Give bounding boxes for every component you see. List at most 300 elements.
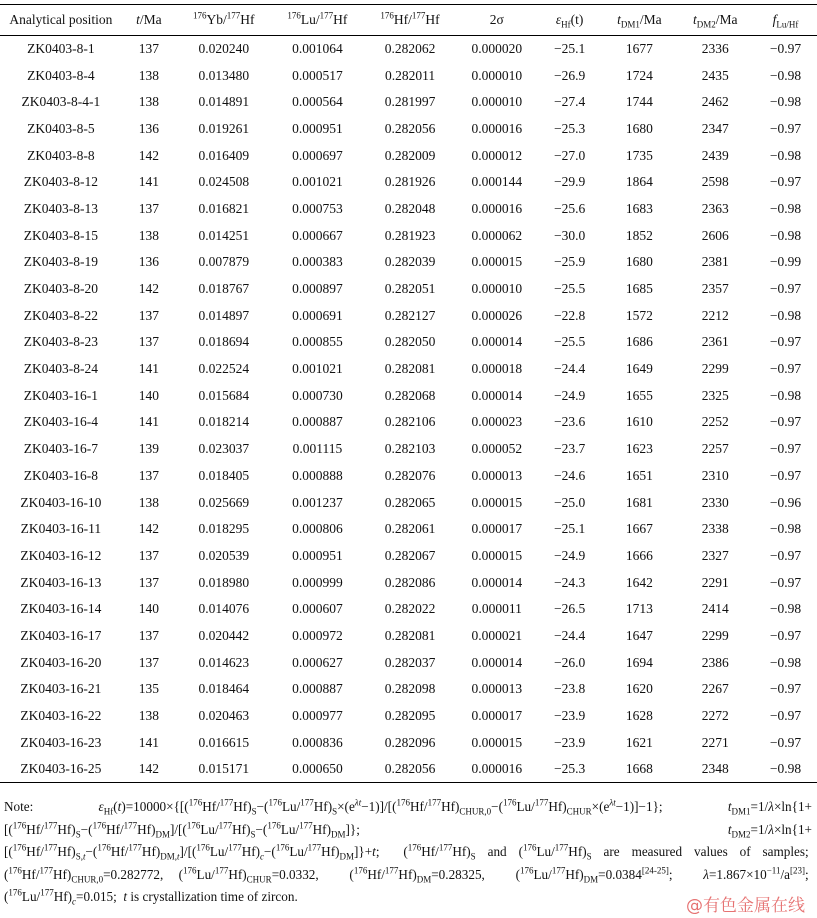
cell-tdm2: 2414 [701, 601, 729, 617]
col-hf-hf: $^{176}$Hf/$^{177}$Hf [363, 5, 456, 36]
cell-tdm2: 2598 [701, 174, 729, 190]
cell-hf: 0.282103 [384, 441, 436, 457]
cell-hf: 0.282039 [384, 254, 436, 270]
table-row [0, 409, 817, 436]
table-row [0, 36, 817, 63]
cell-lu: 0.000897 [292, 281, 343, 297]
table-row [0, 142, 817, 169]
cell-t: 137 [138, 467, 160, 483]
col-2sigma: 2σ [457, 5, 537, 36]
cell-t: 138 [138, 94, 160, 110]
cell-lu: 0.000836 [292, 734, 343, 750]
cell-t: 141 [138, 414, 160, 430]
cell-hf: 0.282081 [384, 627, 436, 643]
cell-f: −0.98 [769, 601, 802, 617]
cell-tdm1: 1642 [625, 574, 653, 590]
col-position: Analytical position [0, 5, 122, 36]
cell-s: 0.000016 [457, 756, 537, 783]
cell-eps: −25.1 [553, 41, 586, 57]
cell-tdm2: 2310 [701, 467, 729, 483]
cell-pos: ZK0403-8-24 [23, 361, 99, 377]
cell-tdm1: 1744 [625, 94, 653, 110]
cell-t: 137 [138, 200, 160, 216]
cell-tdm2: 2361 [701, 334, 729, 350]
cell-hf: 0.282022 [384, 601, 436, 617]
cell-f: −0.98 [769, 387, 802, 403]
cell-s: 0.000017 [471, 521, 523, 537]
cell-lu: 0.000753 [292, 200, 343, 216]
cell-tdm1: 1694 [625, 654, 653, 670]
cell-f: −0.97 [769, 41, 802, 57]
cell-f: −0.97 [769, 467, 802, 483]
cell-pos: ZK0403-16-4 [23, 414, 99, 430]
table-header-row [0, 5, 817, 36]
cell-eps: −23.9 [553, 734, 586, 750]
cell-eps: −25.1 [553, 521, 586, 537]
cell-pos: ZK0403-8-12 [23, 174, 99, 190]
cell-lu: 0.000697 [292, 147, 343, 163]
cell-eps: −24.9 [553, 387, 586, 403]
cell-hf: 0.282050 [384, 334, 436, 350]
table-row [0, 516, 817, 543]
cell-t: 135 [138, 681, 160, 697]
cell-f: −0.96 [769, 494, 802, 510]
cell-pos: ZK0403-16-11 [20, 521, 102, 537]
cell-eps: −25.0 [553, 494, 586, 510]
cell-tdm2: 2363 [701, 200, 729, 216]
table-row [0, 436, 817, 463]
cell-eps: −27.4 [553, 94, 586, 110]
cell-t: 138 [138, 67, 160, 83]
cell-tdm1: 1628 [625, 708, 653, 724]
cell-pos: ZK0403-16-23 [20, 734, 102, 750]
cell-lu: 0.000691 [292, 307, 343, 323]
cell-f: −0.98 [769, 521, 802, 537]
cell-tdm1: 1610 [625, 414, 653, 430]
cell-t: 138 [138, 708, 160, 724]
cell-f: −0.98 [769, 67, 802, 83]
cell-s: 0.000015 [471, 547, 523, 563]
cell-hf: 0.282061 [384, 521, 436, 537]
table-row [0, 729, 817, 756]
cell-eps: −26.5 [553, 601, 586, 617]
cell-hf: 0.282051 [384, 281, 436, 297]
cell-tdm1: 1686 [625, 334, 653, 350]
cell-hf: 0.282098 [384, 681, 436, 697]
cell-tdm1: 1683 [625, 200, 653, 216]
cell-tdm2: 2357 [701, 281, 729, 297]
cell-lu: 0.000999 [292, 574, 343, 590]
cell-lu: 0.000627 [292, 654, 343, 670]
cell-eps: −22.8 [553, 307, 586, 323]
cell-pos: ZK0403-16-10 [20, 494, 102, 510]
cell-yb: 0.019261 [198, 120, 250, 136]
cell-pos: ZK0403-8-4-1 [21, 94, 101, 110]
cell-yb: 0.016615 [198, 734, 250, 750]
cell-s: 0.000017 [471, 708, 523, 724]
cell-f: −0.97 [769, 547, 802, 563]
cell-t: 137 [138, 574, 160, 590]
cell-yb: 0.022524 [198, 361, 250, 377]
cell-s: 0.000016 [471, 200, 523, 216]
cell-yb: 0.014623 [198, 654, 250, 670]
cell-s: 0.000144 [471, 174, 523, 190]
cell-eps: −24.4 [553, 361, 586, 377]
hf-isotope-table [0, 4, 817, 783]
cell-tdm2: 2257 [701, 441, 729, 457]
cell-f: −0.97 [769, 334, 802, 350]
cell-tdm1: 1668 [602, 756, 676, 783]
cell-s: 0.000010 [471, 67, 523, 83]
cell-pos: ZK0403-16-13 [20, 574, 102, 590]
cell-yb: 0.018295 [198, 521, 250, 537]
cell-tdm2: 2348 [676, 756, 754, 783]
cell-t: 136 [138, 120, 160, 136]
col-age: t/Ma [122, 5, 176, 36]
cell-tdm1: 1666 [625, 547, 653, 563]
cell-pos: ZK0403-16-22 [20, 708, 102, 724]
cell-hf: 0.282067 [384, 547, 436, 563]
cell-tdm1: 1724 [625, 67, 653, 83]
cell-pos: ZK0403-8-19 [23, 254, 99, 270]
table-row [0, 756, 817, 783]
cell-eps: −25.9 [553, 254, 586, 270]
cell-yb: 0.016409 [198, 147, 250, 163]
cell-hf: 0.282068 [384, 387, 436, 403]
cell-lu: 0.001237 [292, 494, 343, 510]
cell-eps: −30.0 [553, 227, 586, 243]
cell-s: 0.000010 [471, 94, 523, 110]
cell-lu: 0.000730 [292, 387, 343, 403]
cell-lu: 0.001064 [292, 41, 343, 57]
cell-s: 0.000013 [471, 467, 523, 483]
cell-lu: 0.001115 [292, 441, 343, 457]
cell-lu: 0.000977 [292, 708, 343, 724]
cell-yb: 0.014076 [198, 601, 250, 617]
cell-pos: ZK0403-8-5 [27, 120, 95, 136]
cell-t: 138 [138, 227, 160, 243]
cell-eps: −25.5 [553, 281, 586, 297]
cell-pos: ZK0403-16-7 [23, 441, 99, 457]
cell-pos: ZK0403-16-21 [20, 681, 102, 697]
cell-lu: 0.000607 [292, 601, 343, 617]
table-row [0, 302, 817, 329]
cell-tdm1: 1681 [625, 494, 653, 510]
cell-s: 0.000020 [471, 41, 523, 57]
cell-yb: 0.018767 [198, 281, 250, 297]
table-row [0, 596, 817, 623]
cell-tdm2: 2271 [701, 734, 729, 750]
cell-yb: 0.014891 [198, 94, 250, 110]
cell-hf: 0.282056 [384, 120, 436, 136]
cell-hf: 0.282096 [384, 734, 436, 750]
col-tdm1: $t_{DM1}/Ma$ [602, 5, 676, 36]
cell-pos: ZK0403-8-13 [23, 200, 99, 216]
cell-t: 142 [138, 147, 160, 163]
cell-f: −0.98 [769, 307, 802, 323]
cell-yb: 0.015684 [198, 387, 250, 403]
cell-hf: 0.282106 [384, 414, 436, 430]
table-row [0, 569, 817, 596]
col-f-lu-hf: $f_{Lu/Hf}$ [754, 5, 817, 36]
cell-yb: 0.014251 [198, 227, 250, 243]
cell-pos: ZK0403-8-1 [27, 41, 95, 57]
cell-eps: −23.7 [553, 441, 586, 457]
cell-tdm1: 1651 [625, 467, 653, 483]
cell-tdm1: 1735 [625, 147, 653, 163]
col-lu-hf: $^{176}$Lu/$^{177}$Hf [272, 5, 364, 36]
cell-hf: 0.282086 [384, 574, 436, 590]
cell-lu: 0.000517 [292, 67, 343, 83]
cell-hf: 0.282009 [384, 147, 436, 163]
cell-pos: ZK0403-16-20 [20, 654, 102, 670]
table-row [0, 676, 817, 703]
cell-t: 137 [138, 334, 160, 350]
cell-f: −0.98 [769, 94, 802, 110]
cell-tdm2: 2299 [701, 627, 729, 643]
cell-yb: 0.018214 [198, 414, 250, 430]
cell-yb: 0.020539 [198, 547, 250, 563]
cell-yb: 0.020240 [198, 41, 250, 57]
table-row [0, 169, 817, 196]
cell-tdm2: 2462 [701, 94, 729, 110]
cell-yb: 0.018405 [198, 467, 250, 483]
cell-f: −0.97 [769, 361, 802, 377]
cell-pos: ZK0403-16-8 [23, 467, 99, 483]
cell-s: 0.000013 [471, 681, 523, 697]
cell-tdm1: 1680 [625, 120, 653, 136]
table-row [0, 463, 817, 490]
cell-eps: −23.8 [553, 681, 586, 697]
cell-f: −0.97 [769, 574, 802, 590]
cell-lu: 0.000806 [292, 521, 343, 537]
cell-s: 0.000011 [471, 601, 522, 617]
cell-eps: −23.9 [553, 708, 586, 724]
cell-tdm2: 2439 [701, 147, 729, 163]
cell-yb: 0.013480 [198, 67, 250, 83]
cell-tdm1: 1655 [625, 387, 653, 403]
cell-t: 137 [138, 547, 160, 563]
cell-tdm2: 2327 [701, 547, 729, 563]
cell-yb: 0.007879 [198, 254, 250, 270]
table-note: Note: $\varepsilon_{Hf}(t)=10000\times\{[(^{176}Hf/^{177}Hf)_S-(^{176}Lu/^{177}Hf)_S\times(e^{\lambda t}-1)]/[(^{176}Hf/^{177}Hf)_{CHUR,0}-(^{176}Lu/^{177}Hf)_{CHUR}\times(e^{\lambda t}-1)]-1\}$; $t_{DM1}=1/\lambda\times\ln\{1+[(^{176}Hf/^{177}Hf)_S-(^{176}Hf/^{177}Hf)_{DM}]/[(^{176}Lu/^{177}Hf)_S-(^{176}Lu/^{177}Hf)_{DM}]\}$; $t_{DM2}=1/\lambda\times\ln\{1+[(^{176}Hf/^{177}Hf)_{S,t}-(^{176}Hf/^{177}Hf)_{DM,t}]/[(^{176}Lu/^{177}Hf)_c-(^{176}Lu/^{177}Hf)_{DM}]\}+t$; $(^{176}Hf/^{177}Hf)_S$ and $(^{176}Lu/^{177}Hf)_S$ are measured values of samples; $(^{176}Hf/^{177}Hf)_{CHUR,0}=0.282772$, $(^{176}Lu/^{177}Hf)_{CHUR}=0.0332$, $(^{176}Hf/^{177}Hf)_{DM}=0.28325$, $(^{176}Lu/^{177}Hf)_{DM}=0.0384[24-25]$; $\lambda=1.867\times 10^{-11}/a[23]$; $(^{176}Lu/^{177}Hf)_c=0.015$; t is crystallization time of zircon. [4, 797, 813, 908]
cell-f: −0.97 [769, 414, 802, 430]
cell-hf: 0.282062 [384, 41, 436, 57]
cell-pos: ZK0403-8-4 [27, 67, 95, 83]
col-epsilon-hf: $\varepsilon_{Hf}(t)$ [537, 5, 602, 36]
cell-tdm1: 1647 [625, 627, 653, 643]
cell-f: −0.98 [769, 147, 802, 163]
cell-t: 142 [138, 521, 160, 537]
cell-lu: 0.001021 [292, 174, 343, 190]
cell-hf: 0.282081 [384, 361, 436, 377]
cell-lu: 0.000972 [292, 627, 343, 643]
cell-tdm1: 1713 [625, 601, 653, 617]
table-row [0, 196, 817, 223]
cell-eps: −25.3 [537, 756, 602, 783]
cell-lu: 0.000887 [292, 681, 343, 697]
cell-eps: −26.9 [553, 67, 586, 83]
cell-tdm2: 2291 [701, 574, 729, 590]
cell-f: −0.97 [769, 681, 802, 697]
cell-pos: ZK0403-16-25 [0, 756, 122, 783]
cell-f: −0.98 [754, 756, 817, 783]
table-row [0, 623, 817, 650]
cell-hf: 0.282056 [363, 756, 456, 783]
cell-eps: −25.6 [553, 200, 586, 216]
cell-f: −0.97 [769, 708, 802, 724]
table-row [0, 356, 817, 383]
cell-f: −0.97 [769, 627, 802, 643]
cell-s: 0.000062 [471, 227, 523, 243]
cell-eps: −25.3 [553, 120, 586, 136]
cell-s: 0.000012 [471, 147, 523, 163]
table-row [0, 703, 817, 730]
cell-t: 136 [138, 254, 160, 270]
cell-t: 141 [138, 734, 160, 750]
cell-s: 0.000026 [471, 307, 523, 323]
table-row [0, 543, 817, 570]
cell-tdm1: 1680 [625, 254, 653, 270]
cell-pos: ZK0403-8-8 [27, 147, 95, 163]
cell-lu: 0.000383 [292, 254, 343, 270]
cell-hf: 0.282065 [384, 494, 436, 510]
cell-eps: −24.6 [553, 467, 586, 483]
cell-tdm2: 2381 [701, 254, 729, 270]
cell-eps: −26.0 [553, 654, 586, 670]
cell-lu: 0.000887 [292, 414, 343, 430]
cell-tdm2: 2267 [701, 681, 729, 697]
cell-tdm2: 2347 [701, 120, 729, 136]
cell-pos: ZK0403-16-17 [20, 627, 102, 643]
cell-f: −0.97 [769, 281, 802, 297]
cell-t: 137 [138, 307, 160, 323]
cell-lu: 0.000951 [292, 120, 343, 136]
cell-yb: 0.020463 [198, 708, 250, 724]
watermark: @有色金属在线 [686, 896, 805, 916]
cell-f: −0.99 [769, 254, 802, 270]
table-row [0, 489, 817, 516]
cell-hf: 0.282076 [384, 467, 436, 483]
cell-hf: 0.282037 [384, 654, 436, 670]
cell-hf: 0.282011 [384, 67, 436, 83]
cell-tdm1: 1852 [625, 227, 653, 243]
cell-f: −0.97 [769, 174, 802, 190]
cell-t: 142 [138, 281, 160, 297]
cell-t: 141 [138, 174, 160, 190]
cell-yb: 0.025669 [198, 494, 250, 510]
cell-pos: ZK0403-8-23 [23, 334, 99, 350]
cell-tdm1: 1620 [625, 681, 653, 697]
cell-lu: 0.000650 [272, 756, 364, 783]
cell-tdm2: 2386 [701, 654, 729, 670]
cell-lu: 0.001021 [292, 361, 343, 377]
cell-tdm2: 2338 [701, 521, 729, 537]
cell-eps: −29.9 [553, 174, 586, 190]
cell-s: 0.000014 [471, 387, 523, 403]
cell-t: 140 [138, 601, 160, 617]
cell-lu: 0.000667 [292, 227, 343, 243]
cell-tdm2: 2299 [701, 361, 729, 377]
cell-hf: 0.282127 [384, 307, 436, 323]
cell-hf: 0.281923 [384, 227, 436, 243]
cell-pos: ZK0403-16-1 [23, 387, 99, 403]
cell-pos: ZK0403-8-22 [23, 307, 99, 323]
table-row [0, 116, 817, 143]
cell-lu: 0.000855 [292, 334, 343, 350]
cell-yb: 0.018464 [198, 681, 250, 697]
cell-eps: −24.4 [553, 627, 586, 643]
table-row [0, 89, 817, 116]
cell-tdm2: 2272 [701, 708, 729, 724]
cell-eps: −23.6 [553, 414, 586, 430]
cell-s: 0.000014 [471, 654, 523, 670]
cell-pos: ZK0403-8-15 [23, 227, 99, 243]
cell-s: 0.000052 [471, 441, 523, 457]
cell-t: 137 [138, 654, 160, 670]
cell-t: 141 [138, 361, 160, 377]
cell-f: −0.97 [769, 441, 802, 457]
cell-tdm1: 1572 [625, 307, 653, 323]
cell-yb: 0.020442 [198, 627, 250, 643]
cell-eps: −24.3 [553, 574, 586, 590]
table-row [0, 62, 817, 89]
cell-lu: 0.000564 [292, 94, 343, 110]
cell-tdm1: 1621 [625, 734, 653, 750]
cell-tdm2: 2606 [701, 227, 729, 243]
cell-yb: 0.018694 [198, 334, 250, 350]
cell-eps: −27.0 [553, 147, 586, 163]
cell-s: 0.000021 [471, 627, 523, 643]
cell-s: 0.000018 [471, 361, 523, 377]
cell-s: 0.000015 [471, 254, 523, 270]
table-row [0, 276, 817, 303]
cell-yb: 0.018980 [198, 574, 250, 590]
cell-lu: 0.000888 [292, 467, 343, 483]
cell-f: −0.97 [769, 120, 802, 136]
cell-t: 139 [138, 441, 160, 457]
table-row [0, 222, 817, 249]
cell-tdm2: 2325 [701, 387, 729, 403]
cell-f: −0.98 [769, 227, 802, 243]
table-body [0, 36, 817, 783]
cell-eps: −24.9 [553, 547, 586, 563]
cell-tdm2: 2330 [701, 494, 729, 510]
cell-t: 137 [138, 41, 160, 57]
cell-yb: 0.016821 [198, 200, 250, 216]
cell-tdm2: 2212 [701, 307, 729, 323]
cell-hf: 0.282048 [384, 200, 436, 216]
cell-yb: 0.024508 [198, 174, 250, 190]
col-tdm2: $t_{DM2}/Ma$ [676, 5, 754, 36]
cell-t: 142 [122, 756, 176, 783]
cell-t: 138 [138, 494, 160, 510]
cell-s: 0.000016 [471, 120, 523, 136]
cell-s: 0.000014 [471, 574, 523, 590]
cell-f: −0.97 [769, 734, 802, 750]
cell-pos: ZK0403-8-20 [23, 281, 99, 297]
cell-tdm1: 1677 [625, 41, 653, 57]
cell-pos: ZK0403-16-14 [20, 601, 102, 617]
table-row [0, 329, 817, 356]
cell-hf: 0.281926 [384, 174, 436, 190]
cell-yb: 0.015171 [176, 756, 271, 783]
cell-s: 0.000010 [471, 281, 523, 297]
cell-yb: 0.014897 [198, 307, 250, 323]
cell-f: −0.98 [769, 654, 802, 670]
table-row [0, 249, 817, 276]
cell-hf: 0.282095 [384, 708, 436, 724]
